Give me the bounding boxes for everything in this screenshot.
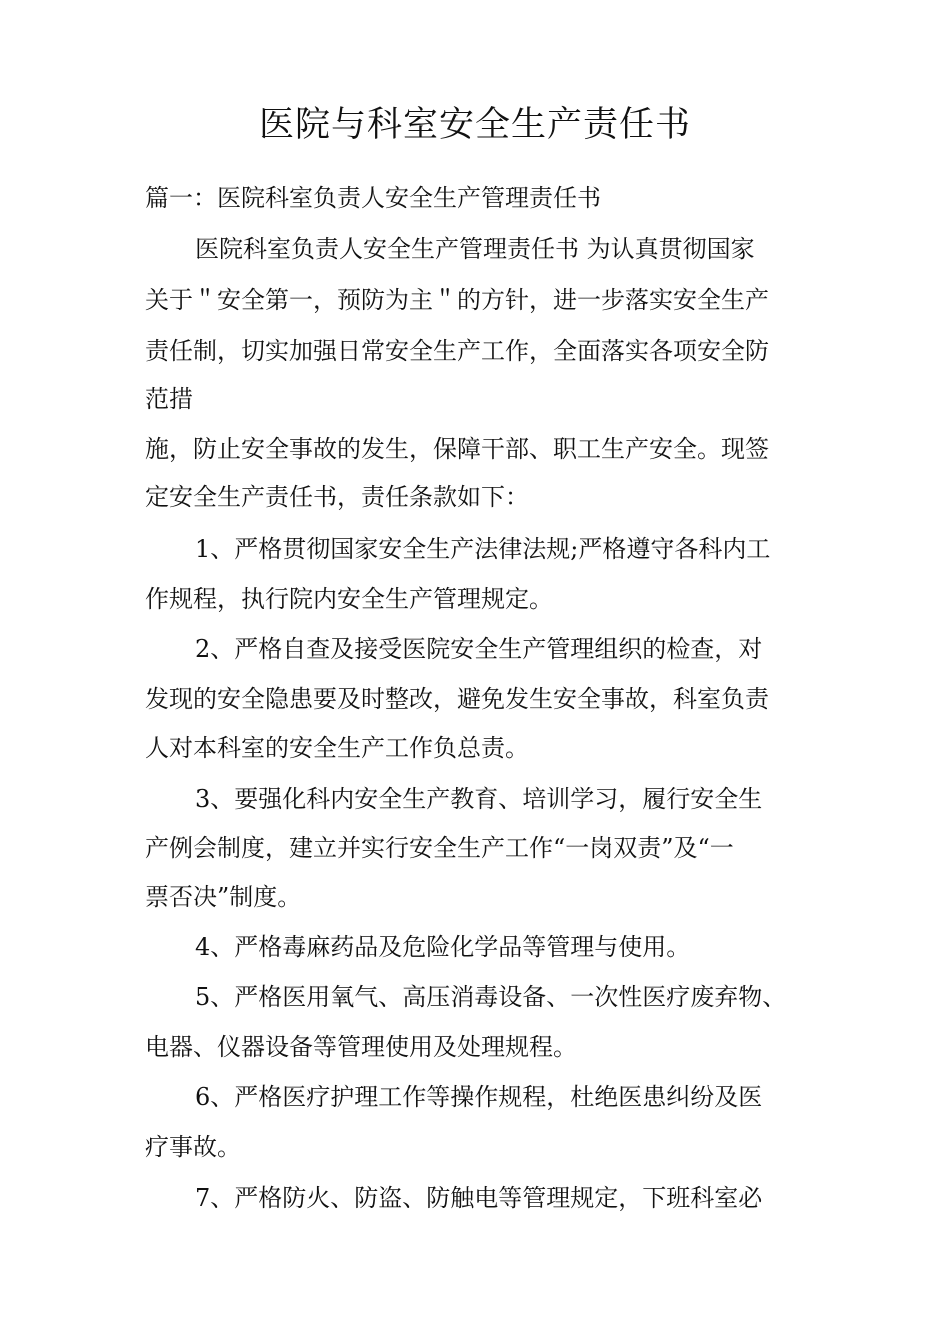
- paragraph-line: 关于＂安全第一，预防为主＂的方针，进一步落实安全生产: [145, 286, 769, 314]
- paragraph-line: 定安全生产责任书，责任条款如下：: [145, 483, 529, 511]
- clause-line: 2、严格自查及接受医院安全生产管理组织的检查，对: [195, 635, 763, 663]
- clause-line: 5、严格医用氧气、高压消毒设备、一次性医疗废弃物、: [195, 983, 787, 1011]
- document-title: 医院与科室安全生产责任书: [258, 105, 691, 145]
- clause-line: 作规程，执行院内安全生产管理规定。: [145, 585, 553, 613]
- clause-line: 7、严格防火、防盗、防触电等管理规定，下班科室必: [195, 1184, 763, 1212]
- paragraph-line: 医院科室负责人安全生产管理责任书 为认真贯彻国家: [195, 235, 755, 263]
- paragraph-line: 范措: [145, 385, 193, 413]
- clause-line: 产例会制度，建立并实行安全生产工作“一岗双责”及“一: [145, 834, 734, 862]
- clause-line: 3、要强化科内安全生产教育、培训学习，履行安全生: [195, 785, 763, 813]
- paragraph-line: 施，防止安全事故的发生，保障干部、职工生产安全。现签: [145, 435, 769, 463]
- clause-line: 1、严格贯彻国家安全生产法律法规;严格遵守各科内工: [195, 535, 771, 563]
- clause-line: 人对本科室的安全生产工作负总责。: [145, 734, 529, 762]
- paragraph-line: 责任制，切实加强日常安全生产工作，全面落实各项安全防: [145, 337, 769, 365]
- clause-line: 疗事故。: [145, 1133, 241, 1161]
- clause-line: 电器、仪器设备等管理使用及处理规程。: [145, 1033, 577, 1061]
- clause-line: 票否决”制度。: [145, 883, 302, 911]
- section-heading: 篇一：医院科室负责人安全生产管理责任书: [145, 184, 601, 212]
- clause-line: 6、严格医疗护理工作等操作规程，杜绝医患纠纷及医: [195, 1083, 763, 1111]
- clause-line: 发现的安全隐患要及时整改，避免发生安全事故，科室负责: [145, 685, 769, 713]
- clause-line: 4、严格毒麻药品及危险化学品等管理与使用。: [195, 933, 691, 961]
